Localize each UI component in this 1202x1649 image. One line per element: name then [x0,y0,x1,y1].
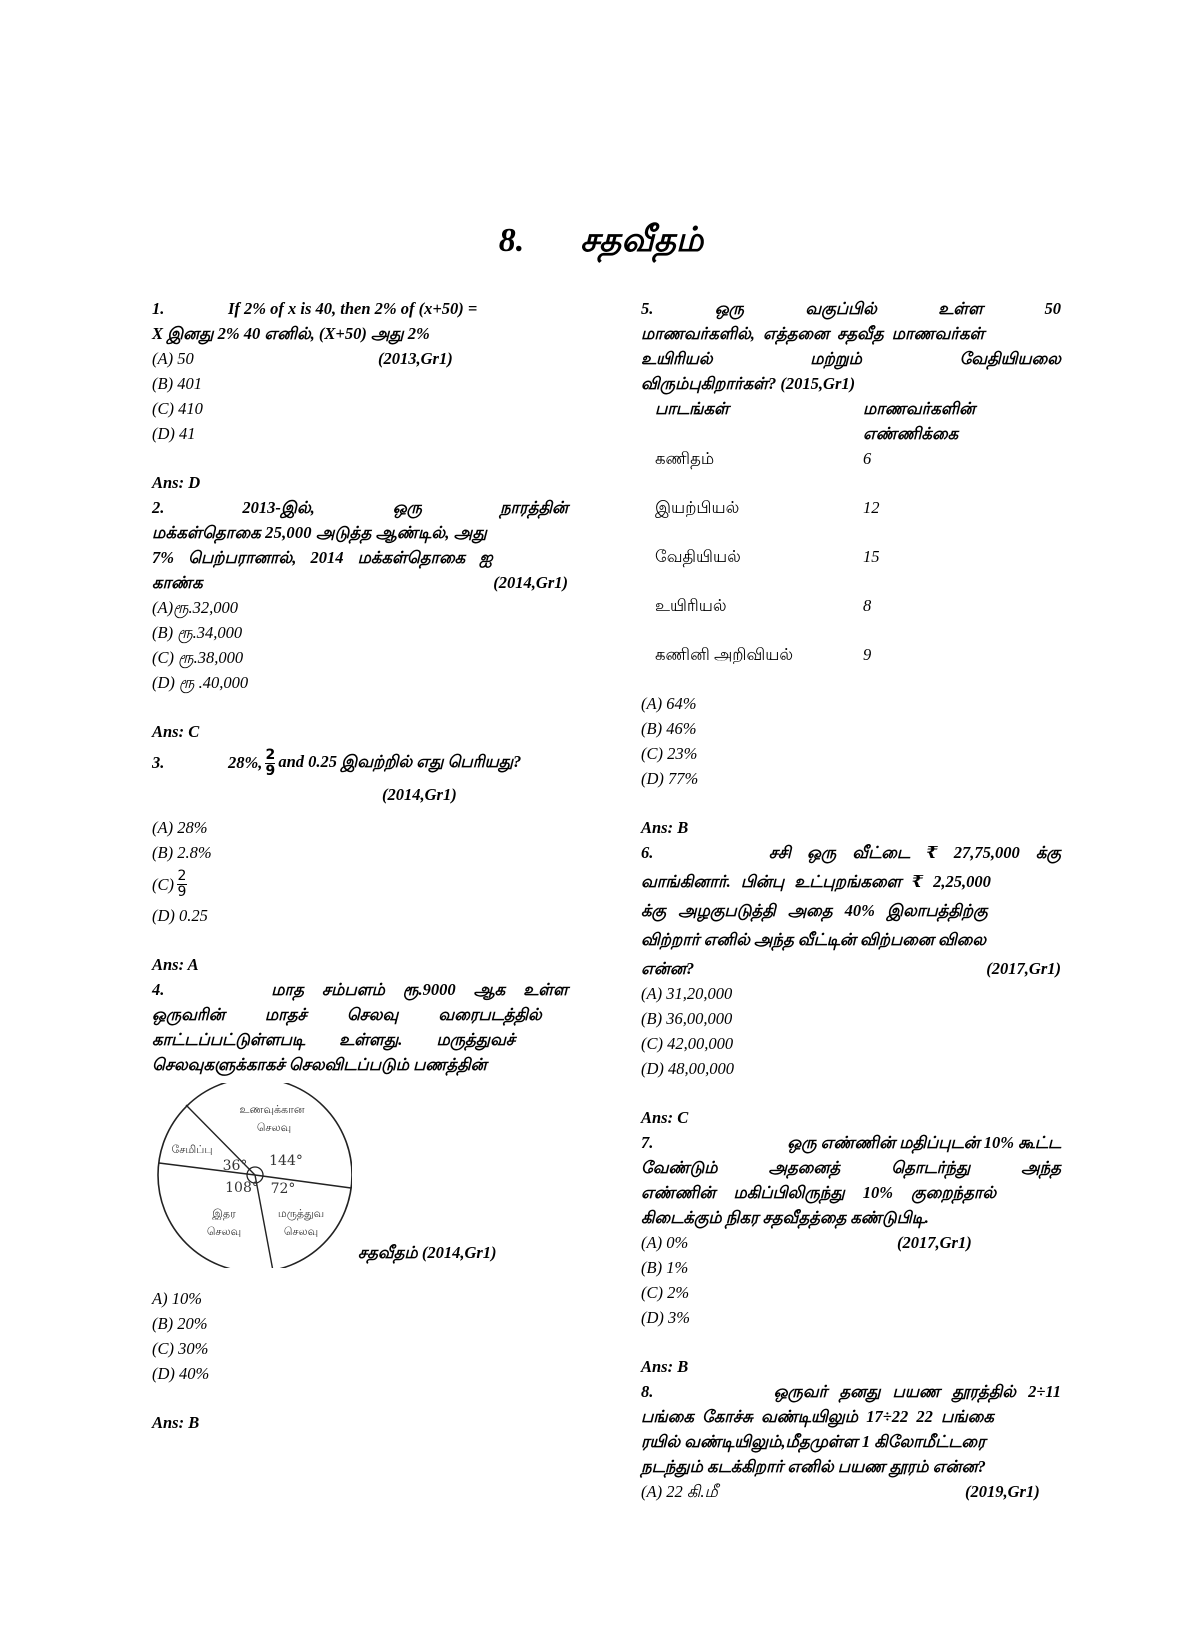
column-header: மாணவர்களின் [863,399,976,418]
option-c: (C) 23% [641,744,698,763]
option-c: (C) 42,00,000 [641,1034,734,1053]
option-a: (A) 64% [641,694,697,713]
question-text: நடந்தும் கடக்கிறார் எனில் பயண தூரம் என்ன? [641,1457,986,1476]
question-text: விரும்புகிறார்கள்? (2015,Gr1) [641,374,856,393]
question-text: மாணவர்களில், எத்தனை சதவீத மாணவர்கள் [641,324,985,343]
answer: Ans: B [641,1357,689,1376]
svg-text:செலவு: செலவு [283,1225,319,1238]
question-text: காண்க [152,573,203,592]
option-a: (A)ரூ.32,000 [152,598,239,617]
answer: Ans: C [641,1108,689,1127]
question-text: X இனது 2% 40 எனில், (X+50) அது 2% [152,324,430,343]
svg-text:144°: 144° [269,1153,303,1169]
chapter-title [0,222,1202,264]
question-text: மக்கள்தொகை 25,000 அடுத்த ஆண்டில், அது [152,523,487,542]
left-column [152,296,568,1435]
slice-label-savings: சேமிப்பு [171,1143,213,1156]
svg-text:செலவு: செலவு [206,1225,242,1238]
year-tag: (2017,Gr1) [897,1233,972,1252]
subjects-table [641,396,1061,691]
option-a: A) 10% [152,1289,202,1308]
question-8 [641,1379,1061,1504]
question-5: 5. ஒரு வகுப்பில் உள்ள 50 மாணவர்களில், எத்தனை சதவீத மாணவர்கள் உயிரியல் மற்றும் வேதியியலை விரும்புகிறார்கள்? (2015,Gr1) பாடங்கள் மாணவர்களின் எண்ணிக்கை கணிதம் 6 இயற்பியல் 12 வேதியியல் 15 உயிரியல் 8 கணினி அறிவியல் 9 (A) 64% (B) 46% (C) 23% (D) 77% Ans: B [641,296,1061,840]
question-text: சசி ஒரு வீட்டை ₹ 27,75,000 க்கு [768,843,1061,862]
question-number: 3. [152,753,165,772]
question-text: விற்றார் எனில் அந்த வீட்டின் விற்பனை விலை [641,930,987,949]
question-text: 7% பெற்பரானால், 2014 மக்கள்தொகை ஐ [152,548,493,567]
svg-text:108°: 108° [225,1180,259,1196]
question-text: 28%, [228,753,263,772]
question-7: 7. ஒரு எண்ணின் மதிப்புடன் 10% கூட்ட வேண்டும் அதனைத் தொடர்ந்து அந்த எண்ணின் மகிப்பிலிருந்து 10% குறைந்தால் கிடைக்கும் நிகர சதவீதத்தை கண்டுபிடி. (A) 0% (2017,Gr1) (B) 1% (C) 2% (D) 3% Ans: B [641,1130,1061,1379]
question-text: செலவுகளுக்காகச் செலவிடப்படும் பணத்தின் [152,1055,487,1074]
table-row: உயிரியல் 8 [655,596,872,615]
question-text: ஒருவர் தனது பயண தூரத்தில் 2÷11 [773,1382,1061,1401]
chapter-name: சதவீதம் [580,222,704,259]
table-row: கணினி அறிவியல் 9 [655,645,872,664]
question-number: 1. [152,299,165,318]
option-d: (D) 77% [641,769,699,788]
option-d: (D) ரூ .40,000 [152,673,249,692]
year-tag: (2014,Gr1) [382,785,457,804]
question-text: மாத சம்பளம் ரூ.9000 ஆக உள்ள [271,980,568,999]
option-a: (A) 0% [641,1233,689,1252]
option-row [152,346,568,371]
answer: Ans: B [152,1413,200,1432]
option-b: (B) 36,00,000 [641,1009,733,1028]
chart-caption: சதவீதம் (2014,Gr1) [358,1243,497,1262]
option-a: (A) 28% [152,818,208,837]
slice-label-other: இதர [212,1207,236,1220]
option-b: (B) 2.8% [152,843,212,862]
svg-text:72°: 72° [270,1181,296,1197]
svg-text:செலவு: செலவு [256,1121,292,1134]
option-c: (C) 30% [152,1339,209,1358]
answer: Ans: D [152,473,201,492]
question-number: 8. [641,1382,654,1401]
question-1 [152,296,568,495]
chapter-number: 8. [498,222,525,259]
column-header: பாடங்கள் [655,399,729,418]
option-d: (D) 41 [152,424,196,443]
question-text: வாங்கினார். பின்பு உட்புறங்களை ₹ 2,25,000 [641,872,991,891]
option-a: (A) 31,20,000 [641,984,733,1003]
question-number: 4. [152,980,165,999]
question-text: க்கு அழகுபடுத்தி அதை 40% இலாபத்திற்கு [641,901,988,920]
answer: Ans: C [152,722,200,741]
question-4 [152,977,568,1435]
question-3 [152,744,568,977]
option-d: (D) 48,00,000 [641,1059,735,1078]
option-b: (B) 1% [641,1258,689,1277]
year-tag: (2017,Gr1) [986,959,1061,978]
option-a: (A) 50 [152,349,194,368]
question-text: எண்ணின் மகிப்பிலிருந்து 10% குறைந்தால் [641,1183,997,1202]
question-text: ஒருவரின் மாதச் செலவு வரைபடத்தில் [152,1005,542,1024]
answer: Ans: A [152,955,199,974]
option-b: (B) ரூ.34,000 [152,623,243,642]
question-text: and 0.25 இவற்றில் எது பெரியது? [278,752,522,771]
option-c: (C) 2% [641,1283,690,1302]
slice-label-food: உணவுக்கான [239,1103,305,1116]
svg-text:36°: 36° [222,1158,248,1174]
column-header: எண்ணிக்கை [863,424,959,443]
option-c: (C) $\frac{2}{9}$ [152,867,187,900]
option-b: (B) 46% [641,719,697,738]
right-column [641,296,1061,1504]
slice-label-medical: மருத்துவ [277,1207,325,1220]
question-number: 5. [641,299,654,318]
question-number: 7. [641,1133,654,1152]
option-c: (C) ரூ.38,000 [152,648,244,667]
question-text: ரயில் வண்டியிலும்,மீதமுள்ள 1 கிலோமீட்டரை [641,1432,986,1451]
option-d: (D) 3% [641,1308,691,1327]
option-a: (A) 22 கி.மீ [641,1482,718,1501]
fraction: $\frac{2}{9}$ [177,867,187,900]
year-tag: (2013,Gr1) [378,349,453,368]
table-row: இயற்பியல் 12 [655,498,880,517]
year-tag: (2014,Gr1) [493,573,568,592]
question-number: 6. [641,843,654,862]
option-b: (B) 20% [152,1314,208,1333]
question-6 [641,840,1061,1130]
table-header [641,396,1061,421]
question-text: If 2% of x is 40, then 2% of (x+50) = [228,299,478,318]
question-2: 2. 2013-இல், ஒரு நாரத்தின் மக்கள்தொகை 25,000 அடுத்த ஆண்டில், அது 7% பெற்பரானால், 2014 மக்கள்தொகை ஐ காண்க (2014,Gr1) (A)ரூ.32,000 (B) ரூ.34,000 (C) ரூ.38,000 (D) ரூ .40,000 Ans: C [152,495,568,744]
pie-chart [152,1083,572,1268]
question-text: கிடைக்கும் நிகர சதவீதத்தை கண்டுபிடி. [641,1208,929,1227]
question-text: என்ன? [641,959,695,978]
answer: Ans: B [641,818,689,837]
option-d: (D) 0.25 [152,906,208,925]
year-tag: (2019,Gr1) [965,1482,1040,1501]
expense-pie-chart [152,1083,352,1268]
option-d: (D) 40% [152,1364,210,1383]
question-text: பங்கை கோச்சு வண்டியிலும் 17÷22 22 பங்கை [641,1407,994,1426]
table-row: கணிதம் 6 [655,449,872,468]
question-number: 2. [152,498,165,517]
option-c: (C) 410 [152,399,203,418]
fraction: $\frac{2}{9}$ [265,746,276,779]
question-text: ஒரு எண்ணின் மதிப்புடன் 10% கூட்ட [787,1133,1061,1152]
question-text: காட்டப்பட்டுள்ளபடி உள்ளது. மருத்துவச் [152,1030,516,1049]
option-b: (B) 401 [152,374,202,393]
table-row: வேதியியல் 15 [655,547,880,566]
